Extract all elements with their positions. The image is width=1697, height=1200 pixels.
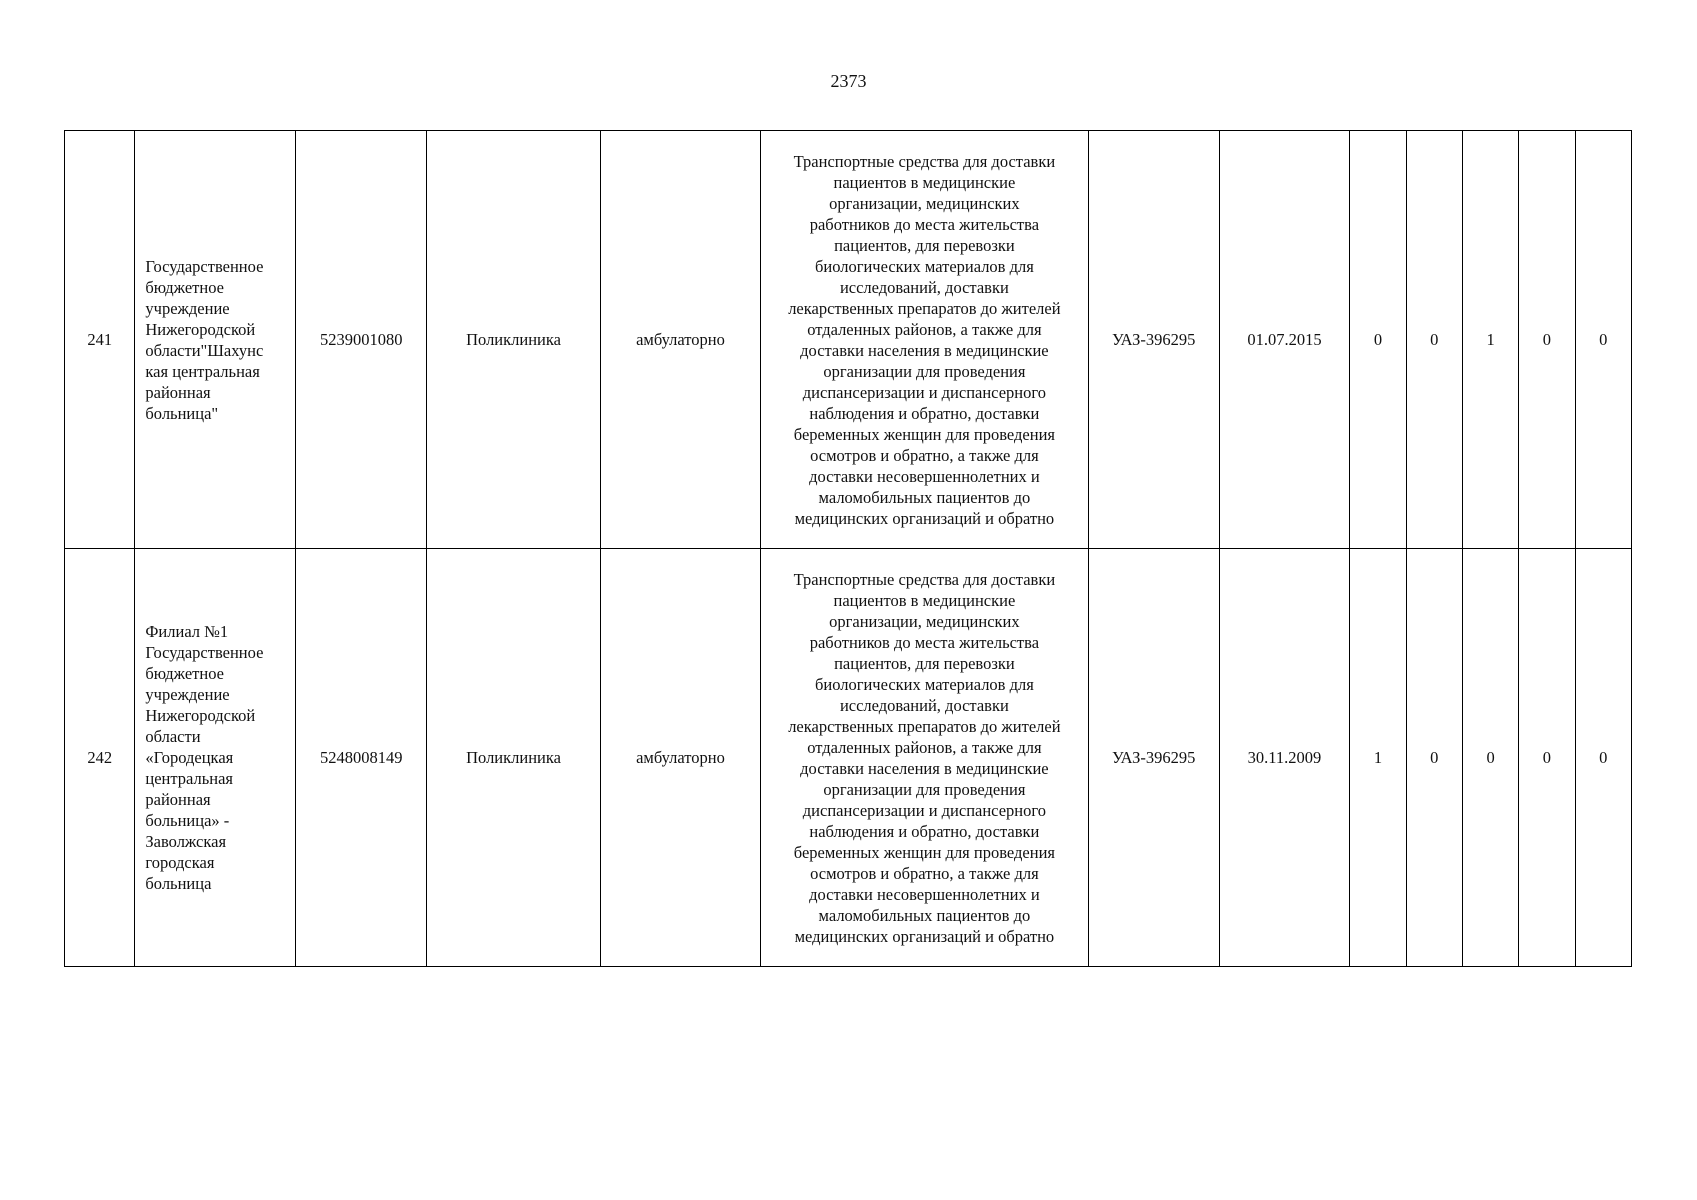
count-cell: 0 <box>1519 131 1575 549</box>
page-number: 2373 <box>830 71 867 91</box>
count-cell: 0 <box>1350 131 1406 549</box>
inn-cell: 5239001080 <box>296 131 427 549</box>
count-cell: 0 <box>1519 549 1575 967</box>
vehicle-model-cell: УАЗ-396295 <box>1088 131 1219 549</box>
table-row <box>65 131 1632 549</box>
care-form-cell: амбулаторно <box>601 549 761 967</box>
care-form-cell: амбулаторно <box>601 131 761 549</box>
count-cell: 0 <box>1575 549 1631 967</box>
count-cell: 1 <box>1462 131 1518 549</box>
organization-name-cell: Филиал №1 Государственное бюджетное учреждение Нижегородской области «Городецкая центральная районная больница» - Заволжская городская больница <box>135 549 296 967</box>
facility-type-cell: Поликлиника <box>427 131 601 549</box>
count-cell: 0 <box>1462 549 1518 967</box>
table-row <box>65 549 1632 967</box>
date-cell: 01.07.2015 <box>1219 131 1350 549</box>
vehicle-purpose-cell: Транспортные средства для доставки пациентов в медицинские организации, медицинских работников до места жительства пациентов, для перевозки биологических материалов для исследований, доставки лекарственных препаратов до жителей отдаленных районов, а также для доставки населения в медицинские организации для проведения диспансеризации и диспансерного наблюдения и обратно, доставки беременных женщин для проведения осмотров и обратно, а также для доставки несовершеннолетних и маломобильных пациентов до медицинских организаций и обратно <box>760 131 1088 549</box>
date-cell: 30.11.2009 <box>1219 549 1350 967</box>
inn-cell: 5248008149 <box>296 549 427 967</box>
row-index-cell: 241 <box>65 131 135 549</box>
count-cell: 0 <box>1575 131 1631 549</box>
organization-name-cell: Государственное бюджетное учреждение Нижегородской области"Шахунс кая центральная районная больница" <box>135 131 296 549</box>
vehicle-model-cell: УАЗ-396295 <box>1088 549 1219 967</box>
count-cell: 0 <box>1406 131 1462 549</box>
row-index-cell: 242 <box>65 549 135 967</box>
count-cell: 1 <box>1350 549 1406 967</box>
vehicle-registry-table <box>64 130 1632 967</box>
facility-type-cell: Поликлиника <box>427 549 601 967</box>
count-cell: 0 <box>1406 549 1462 967</box>
vehicle-purpose-cell: Транспортные средства для доставки пациентов в медицинские организации, медицинских работников до места жительства пациентов, для перевозки биологических материалов для исследований, доставки лекарственных препаратов до жителей отдаленных районов, а также для доставки населения в медицинские организации для проведения диспансеризации и диспансерного наблюдения и обратно, доставки беременных женщин для проведения осмотров и обратно, а также для доставки несовершеннолетних и маломобильных пациентов до медицинских организаций и обратно <box>760 549 1088 967</box>
